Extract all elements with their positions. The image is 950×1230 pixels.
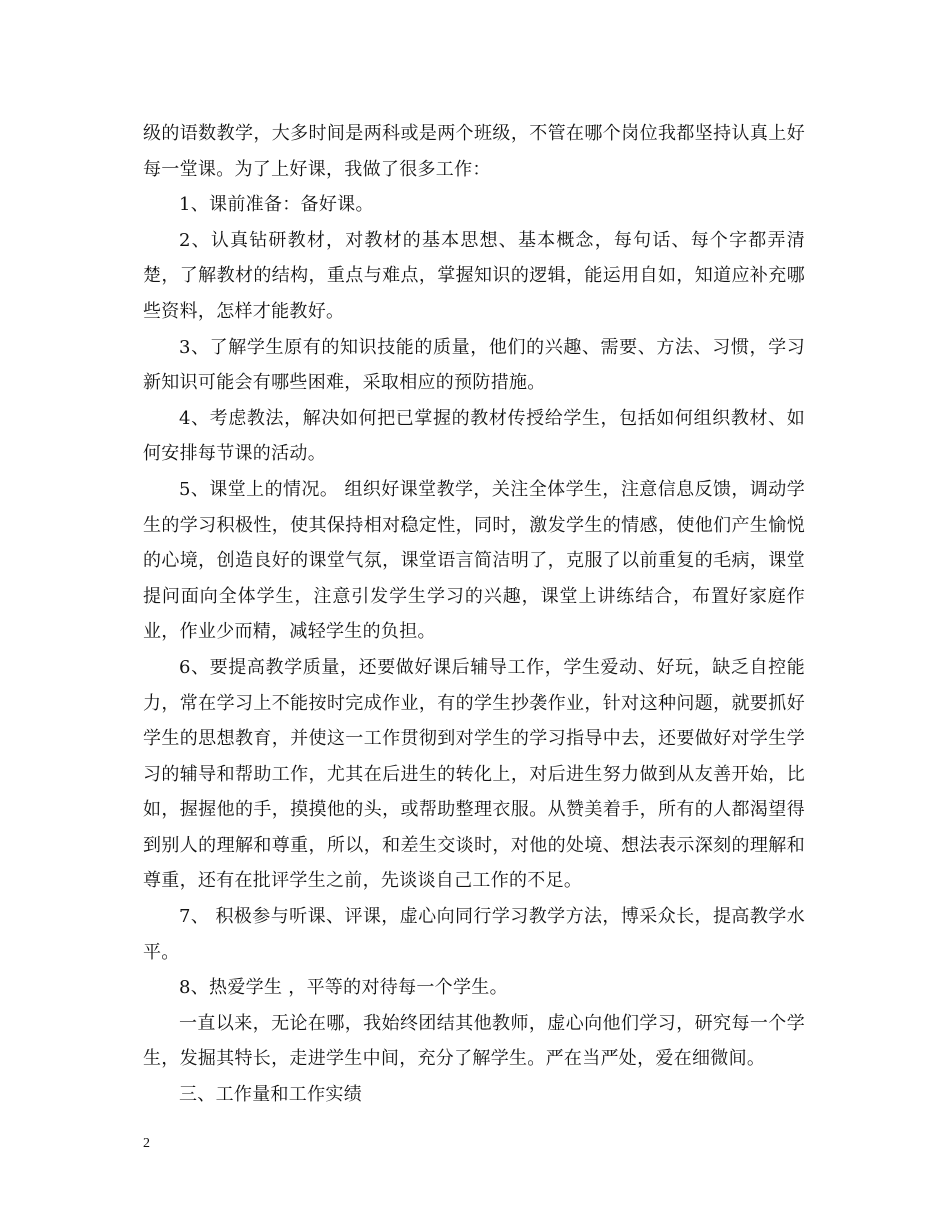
paragraph-item-8: 8、热爱学生 ，平等的对待每一个学生。 [179, 977, 508, 999]
paragraph-item-1: 1、课前准备：备好课。 [179, 194, 374, 216]
paragraph-item-2: 2、认真钻研教材，对教材的基本思想、基本概念，每句话、每个字都弄清楚，了解教材的结构，重点与难点，掌握知识的逻辑，能运用自如，知道应补充哪些资料，怎样才能教好。 [143, 229, 805, 322]
page-number: 2 [143, 1136, 150, 1151]
paragraph-item-4: 4、考虑教法，解决如何把已掌握的教材传授给学生，包括如何组织教材、如何安排每节课的活动。 [143, 407, 805, 465]
paragraph-summary: 一直以来，无论在哪，我始终团结其他教师，虚心向他们学习，研究每一个学生，发掘其特长，走进学生中间，充分了解学生。严在当严处，爱在细微间。 [143, 1012, 805, 1070]
paragraph-item-5: 5、课堂上的情况。 组织好课堂教学，关注全体学生，注意信息反馈，调动学生的学习积极性，使其保持相对稳定性，同时，激发学生的情感，使他们产生愉悦的心境，创造良好的课堂气氛，课堂语言简洁明了，克服了以前重复的毛病，课堂提问面向全体学生，注意引发学生学习的兴趣，课堂上讲练结合，布置好家庭作业，作业少而精，减轻学生的负担。 [143, 478, 805, 643]
paragraph-item-7: 7、 积极参与听课、评课，虚心向同行学习教学方法，博采众长，提高教学水平。 [143, 906, 805, 963]
section-heading: 三、工作量和工作实绩 [179, 1084, 362, 1106]
paragraph-item-3: 3、了解学生原有的知识技能的质量，他们的兴趣、需要、方法、习惯，学习新知识可能会有哪些困难，采取相应的预防措施。 [143, 336, 805, 394]
paragraph-item-6: 6、要提高教学质量，还要做好课后辅导工作，学生爱动、好玩，缺乏自控能力，常在学习上不能按时完成作业，有的学生抄袭作业，针对这种问题，就要抓好学生的思想教育，并使这一工作贯彻到对学生的学习指导中去，还要做好对学生学习的辅导和帮助工作，尤其在后进生的转化上，对后进生努力做到从友善开始，比如，握握他的手，摸摸他的头，或帮助整理衣服。从赞美着手，所有的人都渴望得到别人的理解和尊重，所以，和差生交谈时，对他的处境、想法表示深刻的理解和尊重，还有在批评学生之前，先谈谈自己工作的不足。 [143, 656, 805, 892]
document-body [143, 116, 805, 1113]
paragraph-continuation: 级的语数教学，大多时间是两科或是两个班级，不管在哪个岗位我都坚持认真上好每一堂课。为了上好课，我做了很多工作： [143, 123, 805, 180]
